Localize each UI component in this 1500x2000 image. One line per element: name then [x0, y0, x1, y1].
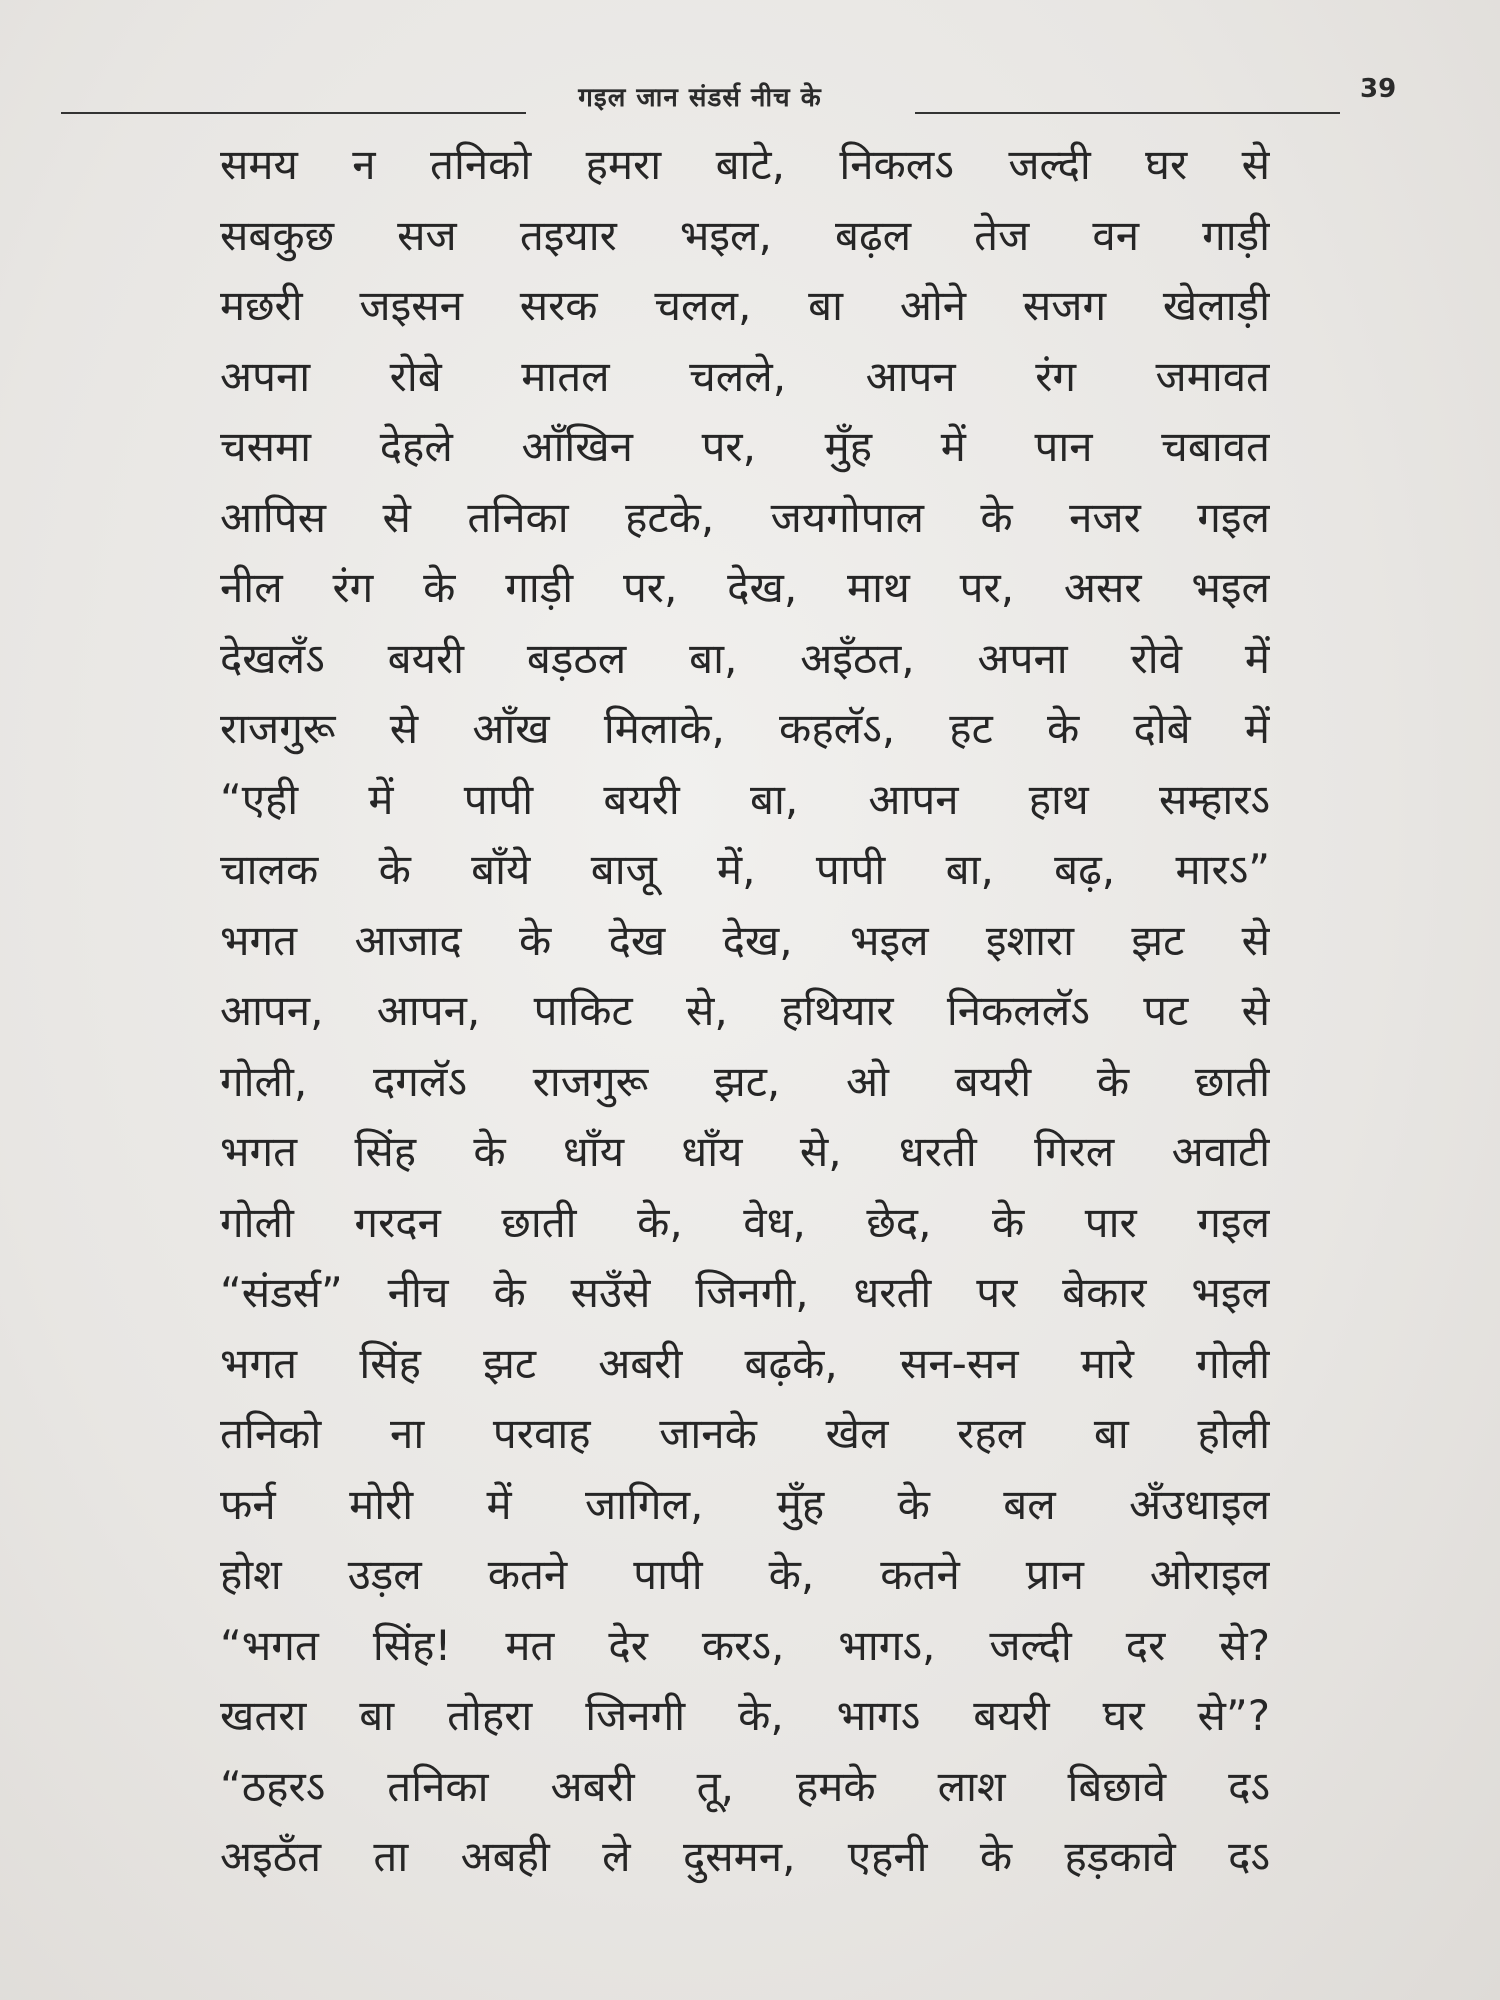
poem-line: “एही में पापी बयरी बा, आपन हाथ सम्हारऽ [220, 774, 1270, 824]
poem-line: भगत आजाद के देख देख, भइल इशारा झट से [220, 915, 1270, 965]
poem-line: अपना रोबे मातल चलले, आपन रंग जमावत [220, 351, 1270, 401]
poem-line: समय न तनिको हमरा बाटे, निकलऽ जल्दी घर से [220, 140, 1270, 189]
poem-line: आपिस से तनिका हटके, जयगोपाल के नजर गइल [220, 492, 1270, 542]
page-number: 39 [1360, 74, 1397, 104]
poem-line: अइठँत ता अबही ले दुसमन, एहनी के हड़कावे दऽ [220, 1832, 1270, 1881]
poem-line: आपन, आपन, पाकिट से, हथियार निकललॅऽ पट से [220, 986, 1270, 1035]
poem-line: होश उड़ल कतने पापी के, कतने प्रान ओराइल [220, 1550, 1270, 1599]
poem-line: मछरी जइसन सरक चलल, बा ओने सजग खेलाड़ी [220, 281, 1270, 330]
poem-line: “भगत सिंह! मत देर करऽ, भागऽ, जल्दी दर से? [220, 1620, 1270, 1670]
poem-line: भगत सिंह झट अबरी बढ़के, सन-सन मारे गोली [220, 1338, 1270, 1388]
poem-line: फर्न मोरी में जागिल, मुँह के बल अँउधाइल [220, 1479, 1270, 1529]
poem-line: खतरा बा तोहरा जिनगी के, भागऽ बयरी घर से”? [220, 1691, 1270, 1740]
poem-line: सबकुछ सज तइयार भइल, बढ़ल तेज वन गाड़ी [220, 210, 1270, 260]
poem-line: चालक के बाँये बाजू में, पापी बा, बढ़, मारऽ” [220, 845, 1270, 894]
poem-line: राजगुरू से आँख मिलाके, कहलॅऽ, हट के दोबे में [220, 704, 1270, 753]
poem-line: गोली, दगलॅऽ राजगुरू झट, ओ बयरी के छाती [220, 1056, 1270, 1106]
poem-line: तनिको ना परवाह जानके खेल रहल बा होली [220, 1409, 1270, 1458]
poem-line: गोली गरदन छाती के, वेध, छेद, के पार गइल [220, 1197, 1270, 1247]
running-header [55, 70, 1410, 113]
poem-line: “संडर्स” नीच के सउँसे जिनगी, धरती पर बेकार भइल [220, 1268, 1270, 1317]
poem-body [220, 130, 1270, 1893]
poem-line: चसमा देहले आँखिन पर, मुँह में पान चबावत [220, 422, 1270, 471]
header-rule-right [915, 112, 1340, 114]
poem-line: देखलँऽ बयरी बड़ठल बा, अइँठत, अपना रोवे में [220, 633, 1270, 683]
running-title: गइल जान संडर्स नीच के [578, 83, 822, 113]
poem-line: भगत सिंह के धाँय धाँय से, धरती गिरल अवाटी [220, 1127, 1270, 1176]
poem-line: नील रंग के गाड़ी पर, देख, माथ पर, असर भइल [220, 563, 1270, 612]
poem-line: “ठहरऽ तनिका अबरी तू, हमके लाश बिछावे दऽ [220, 1761, 1270, 1811]
